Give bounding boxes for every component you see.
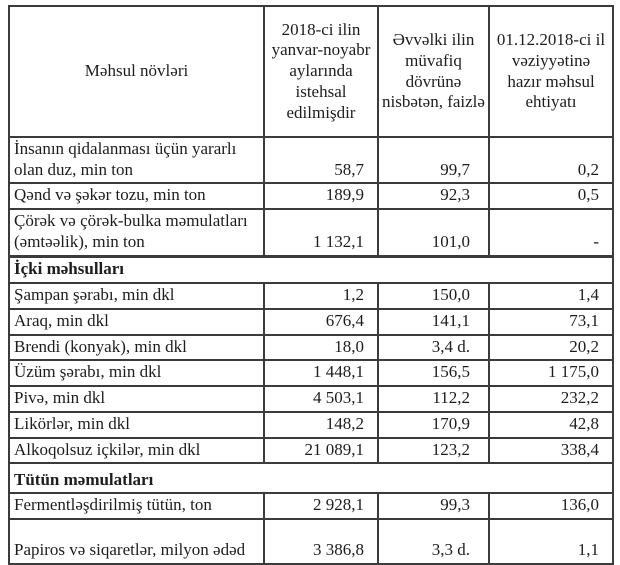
- section-header-row-beverages: [9, 256, 613, 283]
- stock-value-cell: 20,2: [489, 335, 613, 361]
- produced-value-cell: 2 928,1: [264, 493, 378, 519]
- product-label-cell: Üzüm şərabı, min dkl: [9, 360, 264, 386]
- table-row: [9, 412, 613, 438]
- table-row: [9, 137, 613, 183]
- stock-value-cell: -: [489, 209, 613, 256]
- percent-value-cell: 123,2: [378, 438, 489, 464]
- stock-value-cell: 1 175,0: [489, 360, 613, 386]
- table-row: [9, 386, 613, 412]
- stock-value-cell: 0,2: [489, 137, 613, 183]
- percent-value-cell: 3,4 d.: [378, 335, 489, 361]
- stock-value-cell: 1,1: [489, 519, 613, 564]
- table-row: [9, 283, 613, 309]
- stock-value-cell: 42,8: [489, 412, 613, 438]
- product-label-cell: Alkoqolsuz içkilər, min dkl: [9, 438, 264, 464]
- produced-value-cell: 21 089,1: [264, 438, 378, 464]
- column-header-produced-jan-nov-2018: 2018-ci ilin yanvar-noyabr aylarında istehsal edilmişdir: [264, 6, 378, 137]
- percent-value-cell: 150,0: [378, 283, 489, 309]
- percent-value-cell: 112,2: [378, 386, 489, 412]
- produced-value-cell: 18,0: [264, 335, 378, 361]
- percent-value-cell: 170,9: [378, 412, 489, 438]
- product-label-cell: Likörlər, min dkl: [9, 412, 264, 438]
- produced-value-cell: 1 132,1: [264, 209, 378, 256]
- table-row: [9, 360, 613, 386]
- percent-value-cell: 99,7: [378, 137, 489, 183]
- product-label-cell: Brendi (konyak), min dkl: [9, 335, 264, 361]
- produced-value-cell: 3 386,8: [264, 519, 378, 564]
- stock-value-cell: 1,4: [489, 283, 613, 309]
- product-label-cell: Pivə, min dkl: [9, 386, 264, 412]
- product-label-cell: Çörək və çörək-bulka məmulatları (əmtəəlik), min ton: [9, 209, 264, 256]
- column-header-products: Məhsul növləri: [9, 6, 264, 137]
- table-row: [9, 519, 613, 564]
- produced-value-cell: 189,9: [264, 183, 378, 209]
- product-label-cell: Qənd və şəkər tozu, min ton: [9, 183, 264, 209]
- table-row: [9, 209, 613, 256]
- product-label-cell: Fermentləşdirilmiş tütün, ton: [9, 493, 264, 519]
- stock-value-cell: 0,5: [489, 183, 613, 209]
- table-row: [9, 309, 613, 335]
- percent-value-cell: 3,3 d.: [378, 519, 489, 564]
- column-header-percent-vs-prev-year: Əvvəlki ilin müvafiq dövrünə nisbətən, faizlə: [378, 6, 489, 137]
- produced-value-cell: 58,7: [264, 137, 378, 183]
- percent-value-cell: 92,3: [378, 183, 489, 209]
- stock-value-cell: 73,1: [489, 309, 613, 335]
- section-header-cell: Tütün məmulatları: [9, 463, 613, 493]
- header-row: [9, 6, 613, 137]
- stock-value-cell: 338,4: [489, 438, 613, 464]
- table-body: [9, 137, 613, 564]
- percent-value-cell: 141,1: [378, 309, 489, 335]
- table-row: [9, 493, 613, 519]
- stock-value-cell: 136,0: [489, 493, 613, 519]
- product-label-cell: Şampan şərabı, min dkl: [9, 283, 264, 309]
- produced-value-cell: 1,2: [264, 283, 378, 309]
- percent-value-cell: 156,5: [378, 360, 489, 386]
- produced-value-cell: 676,4: [264, 309, 378, 335]
- percent-value-cell: 99,3: [378, 493, 489, 519]
- products-statistics-table: [8, 5, 614, 565]
- percent-value-cell: 101,0: [378, 209, 489, 256]
- table-header: [9, 6, 613, 137]
- produced-value-cell: 1 448,1: [264, 360, 378, 386]
- table-row: [9, 438, 613, 464]
- table-row: [9, 335, 613, 361]
- product-label-cell: Papiros və siqaretlər, milyon ədəd: [9, 519, 264, 564]
- product-label-cell: Araq, min dkl: [9, 309, 264, 335]
- column-header-stock-01-12-2018: 01.12.2018-ci il vəziyyətinə hazır məhsul ehtiyatı: [489, 6, 613, 137]
- produced-value-cell: 4 503,1: [264, 386, 378, 412]
- produced-value-cell: 148,2: [264, 412, 378, 438]
- stock-value-cell: 232,2: [489, 386, 613, 412]
- section-header-row-tobacco: [9, 463, 613, 493]
- section-header-cell: İçki məhsulları: [9, 256, 613, 283]
- product-label-cell: İnsanın qidalanması üçün yararlı olan duz, min ton: [9, 137, 264, 183]
- table-row: [9, 183, 613, 209]
